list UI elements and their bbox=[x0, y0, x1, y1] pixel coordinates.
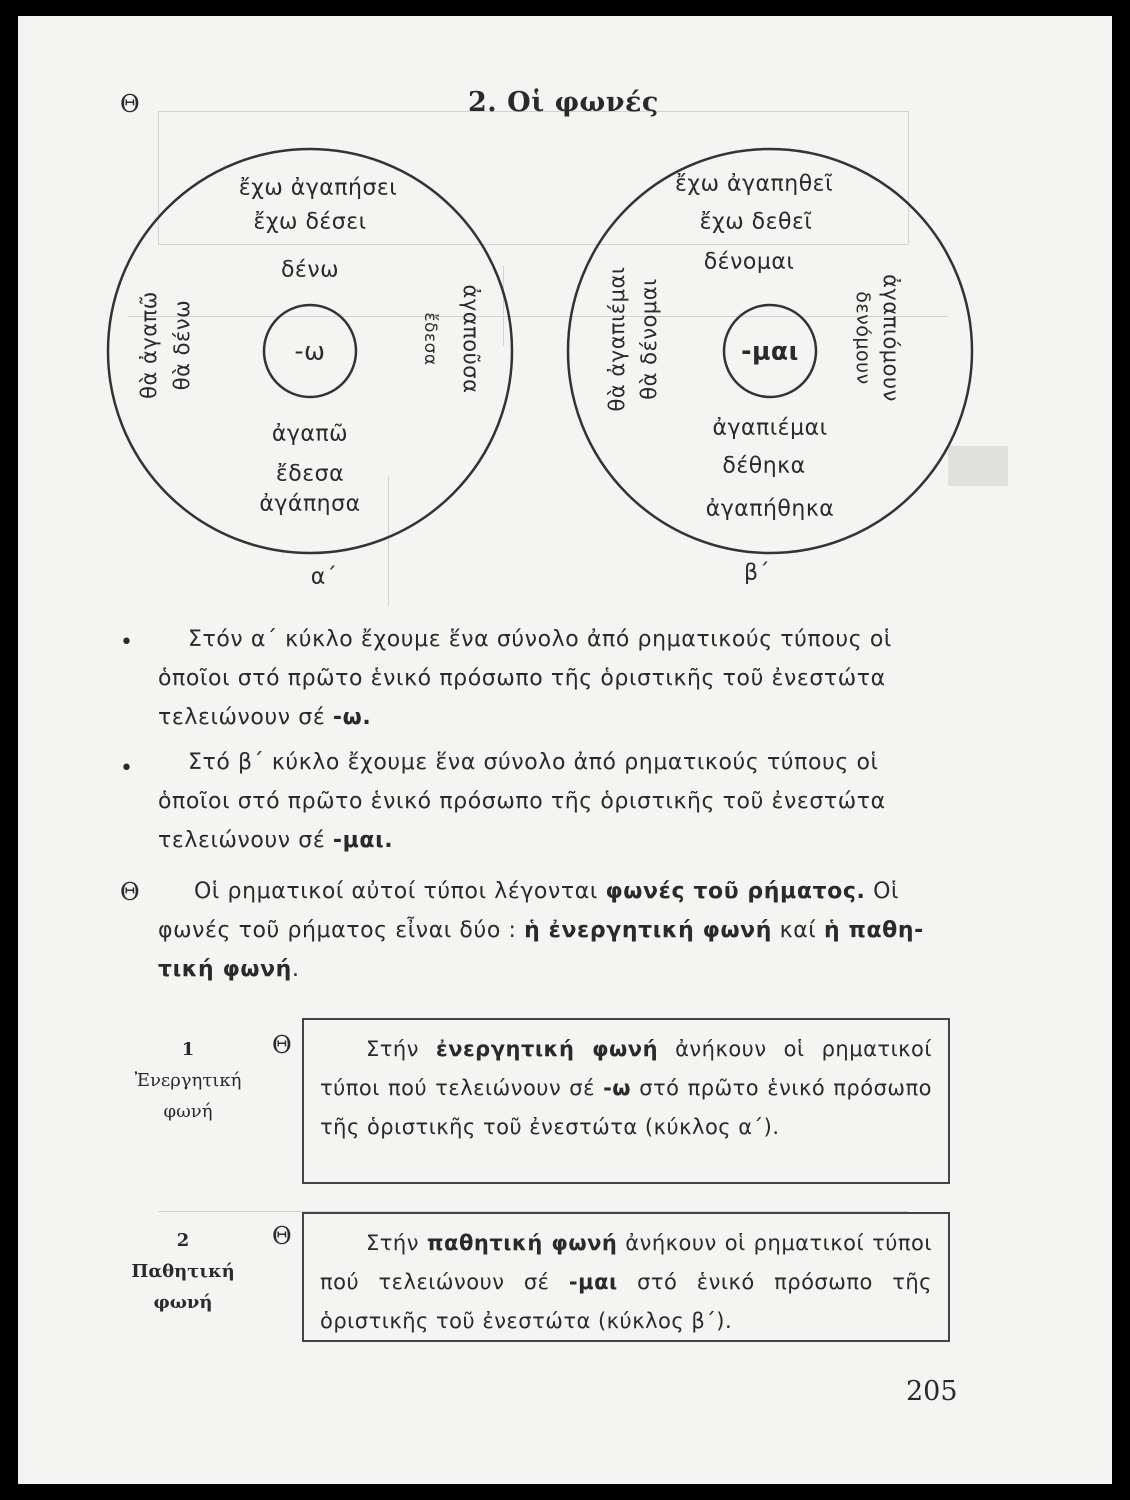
circle-a-right-line: ἀγαποῦσα bbox=[459, 284, 483, 394]
definition-text: φωνές τοῦ ρήματος εἶναι δύο : bbox=[158, 918, 517, 943]
circle-b-top-line: ἔχω δεθεῖ bbox=[699, 209, 813, 235]
bullet-mark: • bbox=[120, 756, 133, 781]
bullet-line: Στόν α΄ κύκλο ἔχουμε ἕνα σύνολο ἀπό ρηματικούς τύπους οἱ bbox=[188, 627, 892, 652]
bullet-line-last bbox=[158, 698, 952, 737]
passive-voice-box bbox=[302, 1212, 950, 1342]
circle-a-bottom-line: ἀγαπῶ bbox=[271, 421, 349, 447]
box-text: στό ἑνικό πρόσωπο τῆς ὁριστικῆς τοῦ ἐνεστώτα (κύκλος β΄). bbox=[320, 1270, 932, 1333]
circle-b-top-line: ἔχω ἀγαπηθεῖ bbox=[674, 171, 834, 197]
box-text: Στήν bbox=[366, 1231, 419, 1255]
active-voice-name: φωνή bbox=[163, 1101, 213, 1122]
circle-b-left-line: θὰ δένομαι bbox=[637, 278, 661, 400]
definition-text: Οἱ ρηματικοί αὐτοί τύποι λέγονται bbox=[194, 879, 598, 904]
circle-a-bottom-line: ἔδεσα bbox=[275, 461, 345, 487]
box-text: Στήν bbox=[366, 1037, 419, 1061]
box-term: παθητική φωνή bbox=[426, 1231, 618, 1255]
circle-b-label: β΄ bbox=[743, 560, 771, 586]
definition-term: τική φωνή bbox=[158, 957, 292, 982]
circle-a-label: α΄ bbox=[310, 564, 338, 590]
box-ending: -μαι bbox=[568, 1270, 618, 1294]
circle-a-left-line: θὰ ἀγαπῶ bbox=[137, 291, 161, 399]
definition-line bbox=[158, 950, 952, 989]
active-voice-label bbox=[128, 1034, 248, 1127]
definition-term: φωνές τοῦ ρήματος. bbox=[605, 879, 866, 904]
bullet-line: Στό β΄ κύκλο ἔχουμε ἕνα σύνολο ἀπό ρηματικούς τύπους οἱ bbox=[188, 750, 879, 775]
page-number: 205 bbox=[906, 1376, 958, 1407]
document-page bbox=[18, 16, 1112, 1484]
passive-voice-name: Παθητική bbox=[131, 1261, 235, 1282]
bullet-mark: • bbox=[120, 630, 133, 655]
bullet-ending: -μαι. bbox=[332, 828, 394, 853]
definition-term: ἡ ἐνεργητική φωνή bbox=[524, 918, 773, 943]
passive-voice-name: φωνή bbox=[153, 1292, 213, 1313]
bullet-paragraph-circle-a bbox=[158, 620, 952, 737]
circle-a-left-line: θὰ δένω bbox=[170, 299, 194, 391]
theta-symbol: Θ bbox=[120, 878, 140, 906]
circle-a-top-line: δένω bbox=[280, 257, 340, 283]
section-title: 2. Οἱ φωνές bbox=[468, 87, 659, 118]
active-voice-name: Ἐνεργητική bbox=[134, 1070, 242, 1091]
box-text: ἀνήκουν οἱ ρηματικοί τύποι πού τελειώνουν σέ bbox=[320, 1231, 932, 1294]
bullet-line: ὁποῖοι στό πρῶτο ἑνικό πρόσωπο τῆς ὁριστικῆς τοῦ ἐνεστώτα bbox=[158, 666, 886, 691]
theta-symbol: Θ bbox=[272, 1222, 292, 1250]
circle-b-bottom-line: δέθηκα bbox=[722, 453, 806, 479]
circle-a-right-line: ἔδεσα bbox=[420, 312, 440, 366]
bullet-text: τελειώνουν σέ bbox=[158, 828, 326, 853]
circle-a-bottom-line: ἀγάπησα bbox=[259, 491, 361, 517]
definition-line bbox=[158, 911, 952, 950]
circle-b-bottom-line: ἀγαπήθηκα bbox=[705, 496, 835, 522]
bullet-paragraph-circle-b bbox=[158, 743, 952, 860]
definition-text: . bbox=[291, 957, 300, 982]
circle-a-top-line: ἔχω δέσει bbox=[253, 209, 367, 235]
box-ending: -ω bbox=[603, 1076, 632, 1100]
circle-a-center: -ω bbox=[294, 336, 326, 366]
circle-b-right-line: ἀγαπιόμουν bbox=[879, 274, 903, 402]
active-voice-number: 1 bbox=[181, 1039, 195, 1060]
passive-voice-label bbox=[118, 1225, 248, 1318]
bullet-line-last bbox=[158, 821, 952, 860]
passive-voice-number: 2 bbox=[176, 1230, 190, 1251]
definition-text: καί bbox=[779, 918, 817, 943]
circle-b-center: -μαι bbox=[741, 336, 799, 366]
circle-b-top-line: δένομαι bbox=[703, 249, 795, 275]
definition-text: Οἱ bbox=[873, 879, 900, 904]
theta-symbol: Θ bbox=[120, 90, 140, 118]
circle-b-bottom-line: ἀγαπιέμαι bbox=[712, 415, 828, 441]
box-term: ἐνεργητική φωνή bbox=[436, 1037, 659, 1061]
circle-a-top-line: ἔχω ἀγαπήσει bbox=[238, 175, 398, 201]
bullet-ending: -ω. bbox=[332, 705, 372, 730]
definition-line bbox=[158, 872, 952, 911]
box-text: ἀνήκουν οἱ ρηματικοί τύποι πού τελειώνουν σέ bbox=[320, 1037, 933, 1100]
theta-symbol: Θ bbox=[272, 1031, 292, 1059]
bullet-text: τελειώνουν σέ bbox=[158, 705, 326, 730]
box-text: στό πρῶτο ἑνικό πρόσωπο τῆς ὁριστικῆς τοῦ ἐνεστώτα (κύκλος α΄). bbox=[320, 1076, 932, 1139]
circle-b-left-line: θὰ ἀγαπιέμαι bbox=[605, 266, 629, 412]
circle-b-right-line: δενόμουν bbox=[852, 291, 874, 385]
bullet-line: ὁποῖοι στό πρῶτο ἑνικό πρόσωπο τῆς ὁριστικῆς τοῦ ἐνεστώτα bbox=[158, 789, 886, 814]
definition-term: ἡ παθη- bbox=[823, 918, 924, 943]
definition-paragraph bbox=[158, 872, 952, 989]
active-voice-box bbox=[302, 1018, 950, 1184]
